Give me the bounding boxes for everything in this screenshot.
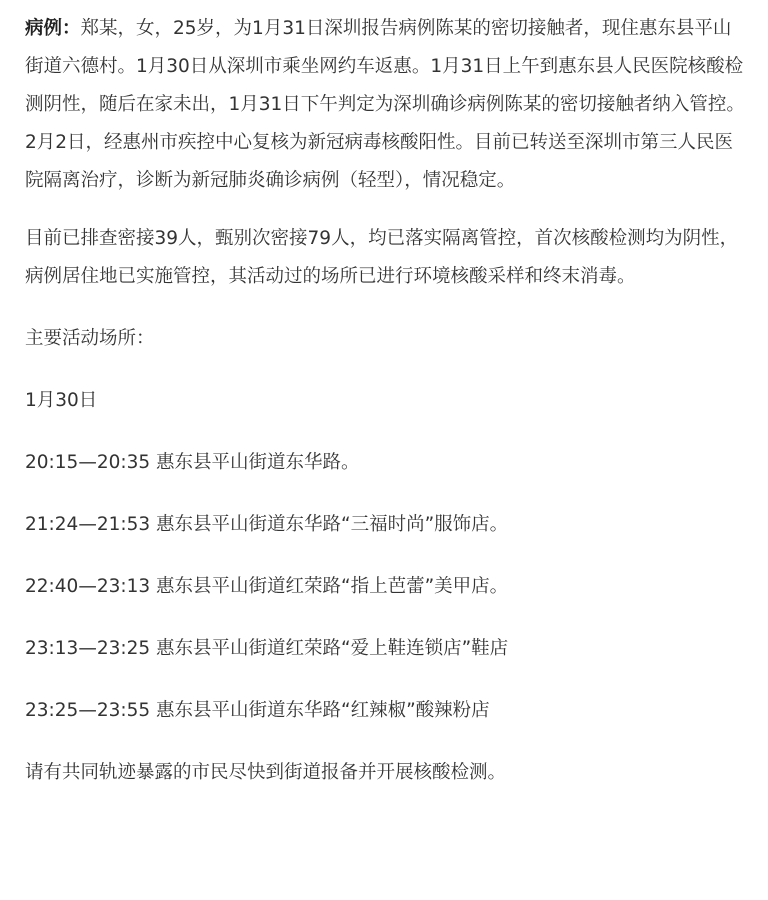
activity-entry: 20:15—20:35 惠东县平山街道东华路。 [25, 452, 360, 473]
contacts-paragraph: 目前已排查密接39人，甄别次密接79人，均已落实隔离管控，首次核酸检测均为阴性，病例居住地已实施管控，其活动过的场所已进行环境核酸采样和终末消毒。 [25, 228, 739, 287]
activity-entry: 23:13—23:25 惠东县平山街道红荣路“爱上鞋连锁店”鞋店 [25, 638, 509, 659]
case-paragraph [25, 10, 749, 200]
case-lead-label: 病例： [25, 18, 81, 39]
activity-entry: 22:40—23:13 惠东县平山街道红荣路“指上芭蕾”美甲店。 [25, 576, 509, 597]
places-date: 1月30日 [25, 390, 98, 411]
case-description: 郑某，女，25岁，为1月31日深圳报告病例陈某的密切接触者，现住惠东县平山街道六德村。1月30日从深圳市乘坐网约车返惠。1月31日上午到惠东县人民医院核酸检测阴性，随后在家未出，1月31日下午判定为深圳确诊病例陈某的密切接触者纳入管控。2月2日，经惠州市疾控中心复核为新冠病毒核酸阳性。目前已转送至深圳市第三人民医院隔离治疗，诊断为新冠肺炎确诊病例（轻型），情况稳定。 [25, 18, 745, 191]
places-heading: 主要活动场所： [25, 328, 155, 349]
article-body [25, 10, 749, 816]
places-section [25, 320, 749, 792]
notice-text: 请有共同轨迹暴露的市民尽快到街道报备并开展核酸检测。 [25, 762, 507, 783]
activity-entry: 23:25—23:55 惠东县平山街道东华路“红辣椒”酸辣粉店 [25, 700, 490, 721]
activity-entry: 21:24—21:53 惠东县平山街道东华路“三福时尚”服饰店。 [25, 514, 509, 535]
